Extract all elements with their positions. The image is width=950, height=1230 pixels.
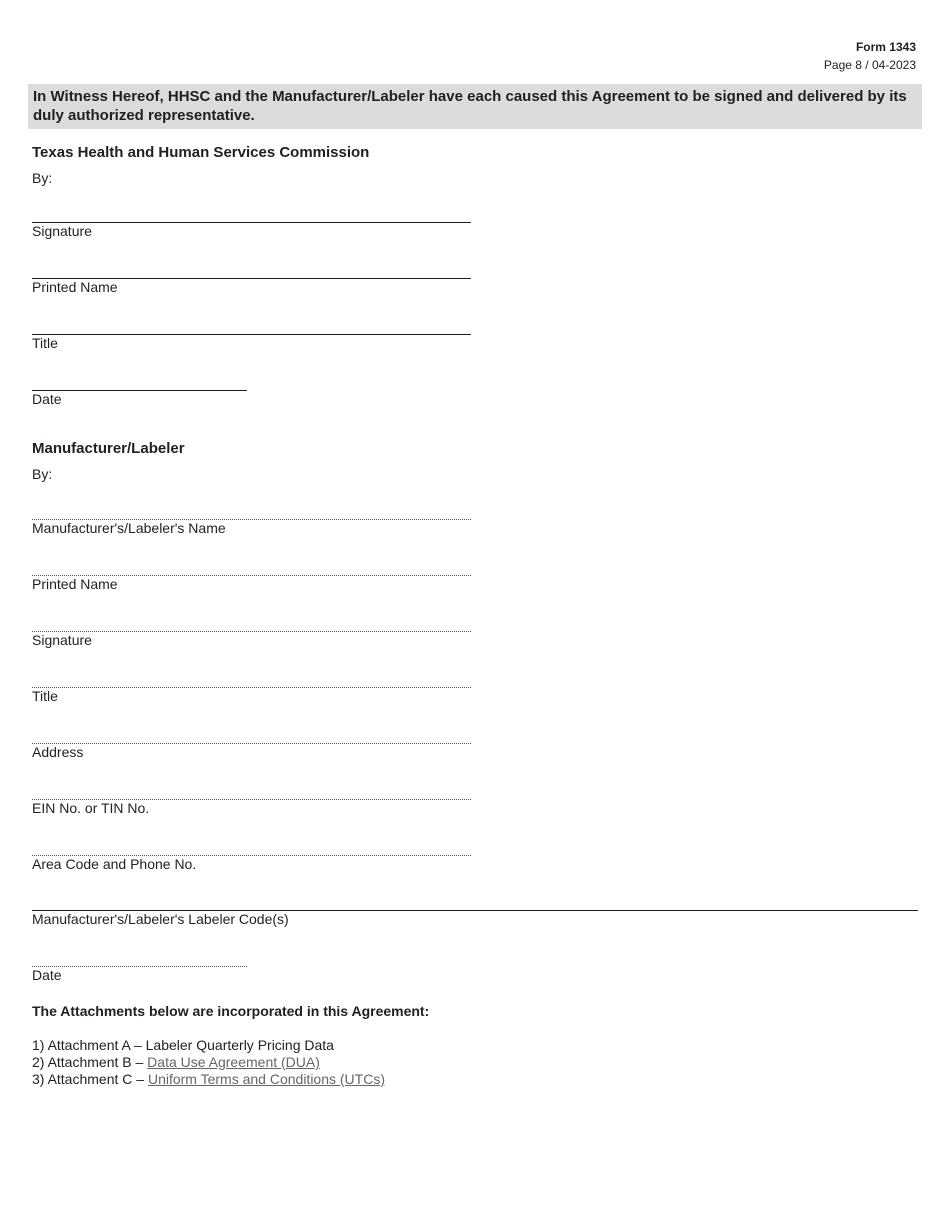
field-label: Date — [32, 967, 62, 983]
dua-link[interactable]: Data Use Agreement (DUA) — [147, 1054, 320, 1070]
attachment-prefix: 1) Attachment A – — [32, 1037, 146, 1053]
hhsc-title-field[interactable] — [32, 334, 471, 351]
attachment-item-c — [32, 1071, 385, 1088]
field-label: Signature — [32, 223, 92, 239]
field-label: Date — [32, 391, 62, 407]
field-label: Title — [32, 335, 58, 351]
manufacturer-ein-field[interactable] — [32, 799, 471, 816]
field-label: Area Code and Phone No. — [32, 856, 197, 872]
hhsc-signature-field[interactable] — [32, 222, 471, 239]
field-label: Address — [32, 744, 84, 760]
page-info: Page 8 / 04-2023 — [823, 58, 916, 72]
field-label: Title — [32, 688, 58, 704]
manufacturer-phone-field[interactable] — [32, 855, 471, 872]
field-label: Manufacturer's/Labeler's Name — [32, 520, 226, 536]
attachment-item-a — [32, 1037, 385, 1054]
utc-link[interactable]: Uniform Terms and Conditions (UTCs) — [147, 1071, 385, 1087]
manufacturer-by-label: By: — [32, 466, 53, 482]
attachment-prefix: 2) Attachment B – — [32, 1054, 148, 1070]
form-number: Form 1343 — [855, 40, 916, 54]
field-label: Printed Name — [32, 576, 118, 592]
hhsc-printed-name-field[interactable] — [32, 278, 471, 295]
hhsc-date-field[interactable] — [32, 390, 247, 407]
page-header — [824, 38, 916, 74]
manufacturer-labeler-code-field[interactable] — [32, 910, 918, 927]
manufacturer-name-field[interactable] — [32, 519, 471, 536]
field-label: Manufacturer's/Labeler's Labeler Code(s) — [32, 911, 289, 927]
manufacturer-title-field[interactable] — [32, 687, 471, 704]
manufacturer-section-title: Manufacturer/Labeler — [32, 440, 185, 457]
hhsc-by-label: By: — [32, 170, 53, 186]
attachment-prefix: 3) Attachment C – — [32, 1071, 148, 1087]
attachment-item-b — [32, 1054, 385, 1071]
witness-banner: In Witness Hereof, HHSC and the Manufacturer/Labeler have each caused this Agreement to be signed and delivered by its duly authorized representative. — [28, 84, 922, 129]
attachments-list — [32, 1037, 385, 1088]
attachment-text: Labeler Quarterly Pricing Data — [145, 1037, 334, 1053]
attachments-heading: The Attachments below are incorporated in this Agreement: — [32, 1003, 430, 1019]
manufacturer-date-field[interactable] — [32, 966, 247, 983]
hhsc-section-title: Texas Health and Human Services Commission — [32, 144, 370, 161]
field-label: Printed Name — [32, 279, 118, 295]
field-label: Signature — [32, 632, 92, 648]
field-label: EIN No. or TIN No. — [32, 800, 150, 816]
manufacturer-address-field[interactable] — [32, 743, 471, 760]
manufacturer-signature-field[interactable] — [32, 631, 471, 648]
manufacturer-printed-name-field[interactable] — [32, 575, 471, 592]
